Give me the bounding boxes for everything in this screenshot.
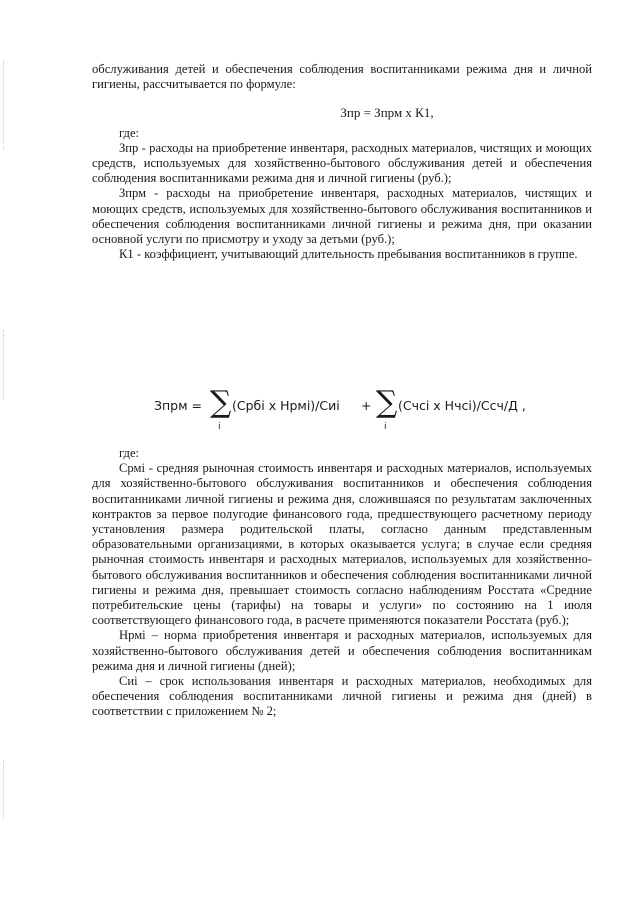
formula-term-1: (Србi х Нрмi)/Сиi xyxy=(232,398,340,413)
definition-nrmi: Нрмi – норма приобретения инвентаря и расходных материалов, используемых для хозяйственно-бытового обслуживания детей и обеспечения соблюдения воспитанникам режима дня и личной гигиены (дней); xyxy=(92,628,592,673)
definition-srmi: Срмi - средняя рыночная стоимость инвентаря и расходных материалов, используемых для хозяйственно-бытового обслуживания воспитанников и обеспечения соблюдения воспитанниками личной гигиены и режима дня, сложившаяся по результатам заключенных контрактов за первое полугодие финансового года, предшествующего расчетному периоду установления размера родительской платы, согласно данным представленным образовательными организациями, в которых оказывается услуга; в случае если средняя рыночная стоимость инвентаря и расходных материалов, используемых для хозяйственно-бытового обслуживания воспитанников и обеспечения соблюдения воспитанниками личной гигиены и режима дня, превышает стоимость согласно наблюдениям Росстата «Средние потребительские цены (тарифы) на товары и услуги» по состоянию на 1 июля соответствующего финансового года, в расчете применяются показатели Росстата (руб.); xyxy=(92,461,592,628)
where-label-2: где: xyxy=(119,446,140,460)
definition-zprm: Зпрм - расходы на приобретение инвентаря, расходных материалов, чистящих и моющих средств, используемых для хозяйственно-бытового обслуживания воспитанников и обеспечения соблюдения воспитанниками личной гигиены и режима дня, при оказании основной услуги по присмотру и уходу за детьми (руб.); xyxy=(92,186,592,247)
scan-margin-mark xyxy=(3,60,4,150)
scan-margin-mark xyxy=(3,760,4,820)
text-block-bottom xyxy=(92,446,592,720)
definition-sii: Сиi – срок использования инвентаря и расходных материалов, необходимых для обеспечения соблюдения воспитанниками личной гигиены и режима дня (дней) в соответствии с приложением № 2; xyxy=(92,674,592,719)
formula-zpr: Зпр = Зпрм х К1, xyxy=(340,105,434,121)
text-block-top xyxy=(92,62,592,262)
sum-index-2: i xyxy=(384,422,387,432)
definition-zpr: Зпр - расходы на приобретение инвентаря, расходных материалов, чистящих и моющих средств, используемых для хозяйственно-бытового обслуживания детей и обеспечения соблюдения воспитанниками режима дня и личной гигиены (руб.); xyxy=(92,140,592,186)
sum-sign-1: ∑ xyxy=(210,385,232,420)
formula-term-2: (Счсi х Нчсi)/Ссч/Д , xyxy=(398,398,526,413)
scan-margin-mark xyxy=(3,330,4,400)
sum-index-1: i xyxy=(218,422,221,432)
formula-zprm xyxy=(128,385,568,440)
formula-plus: + xyxy=(361,398,372,413)
intro-paragraph: обслуживания детей и обеспечения соблюдения воспитанниками режима дня и личной гигиены, рассчитывается по формуле: xyxy=(92,62,592,92)
definition-k1: К1 - коэффициент, учитывающий длительность пребывания воспитанников в группе. xyxy=(119,247,578,262)
formula-lhs: Зпрм = xyxy=(154,398,202,413)
where-label: где: xyxy=(119,125,140,140)
sum-sign-2: ∑ xyxy=(376,385,398,420)
